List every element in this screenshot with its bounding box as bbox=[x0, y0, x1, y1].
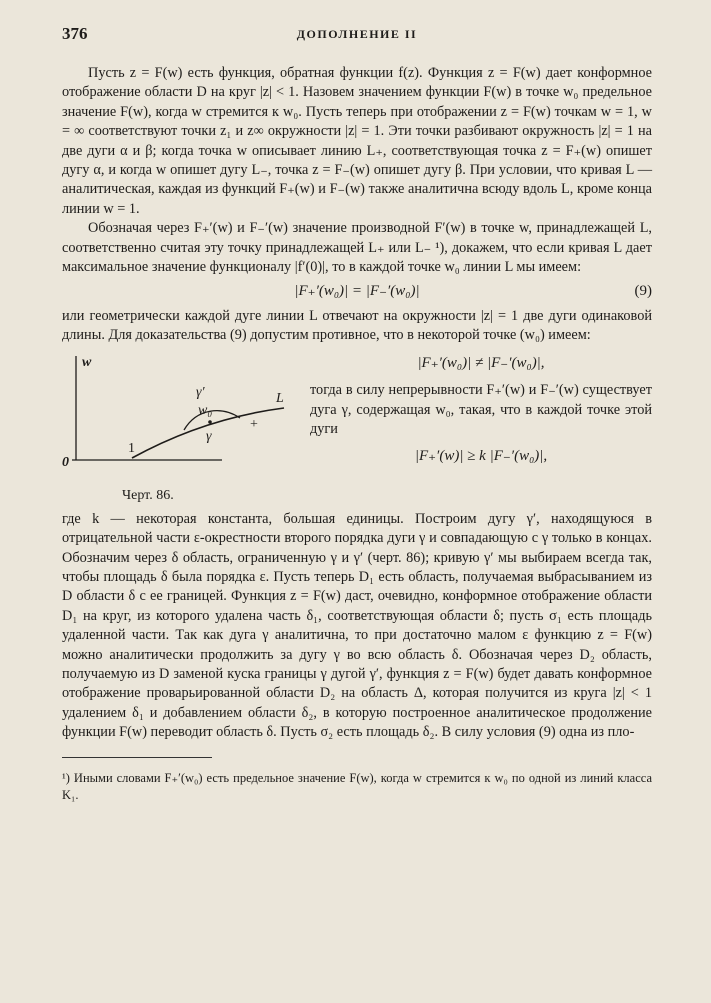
footnote-divider bbox=[62, 757, 212, 758]
label-w: w bbox=[82, 354, 92, 370]
equation-9-body: |F₊′(w₀)| = |F₋′(w₀)| bbox=[294, 283, 420, 300]
label-one: 1 bbox=[128, 440, 135, 456]
footnote: ¹) Иными словами F₊′(w₀) есть предельное значение F(w), когда w стремится к w₀ по одной из линий класса K₁. bbox=[62, 771, 652, 803]
label-gamma-prime: γ′ bbox=[196, 384, 205, 400]
figure-caption: Черт. 86. bbox=[122, 487, 174, 503]
figure-side-text bbox=[310, 346, 652, 475]
figure-86-drawing bbox=[62, 346, 292, 510]
page-number: 376 bbox=[62, 24, 88, 43]
paragraph-2: Обозначая через F₊′(w) и F₋′(w) значение производной F′(w) в точке w, принадлежащей L, соответственно считая эту точку принадлежащей L₊ или L₋ ¹), докажем, что если кривая L дает максимальное значение функционалу |f′(0)|, то в каждой точке w₀ линии L мы имеем: bbox=[62, 220, 652, 276]
label-origin: 0 bbox=[62, 454, 69, 470]
label-plus: + bbox=[250, 416, 258, 432]
side-formula-2: |F₊′(w)| ≥ k |F₋′(w₀)|, bbox=[414, 448, 548, 465]
side-paragraph: тогда в силу непрерывности F₊′(w) и F₋′(w) существует дуга γ, содержащая w₀, такая, что в каждой точке этой дуги bbox=[310, 382, 652, 437]
equation-9 bbox=[62, 282, 652, 301]
point-w0 bbox=[208, 420, 212, 424]
running-head: ДОПОЛНЕНИЕ II bbox=[296, 27, 418, 41]
page-header bbox=[62, 24, 652, 48]
side-formula-1: |F₊′(w₀)| ≠ |F₋′(w₀)|, bbox=[417, 354, 545, 371]
figure-86 bbox=[62, 346, 292, 510]
label-w0: w₀ bbox=[198, 402, 213, 418]
figure-block bbox=[62, 346, 652, 510]
equation-9-number: (9) bbox=[634, 283, 652, 300]
label-L: L bbox=[276, 390, 284, 406]
paragraph-1: Пусть z = F(w) есть функция, обратная функции f(z). Функция z = F(w) дает конформное отображение области D на круг |z| < 1. Назовем значением функции F(w) в точке w₀ предельное значение F(w), когда w стремится к w₀. Пусть теперь при отображении z = F(w) точкам w = 1, w = ∞ соответствуют точки z₁ и z∞ окружности |z| = 1. Эти точки разбивают окружность |z| = 1 на две дуги α и β; когда точка w описывает линию L₊, соответствующая точка z = F₊(w) опишет дугу α, и когда w опишет дугу L₋, точка z = F₋(w) опишет дугу β. При условии, что кривая L — аналитическая, каждая из функций F₊(w) и F₋(w) также аналитична всюду вдоль L, кроме конца линии w = 1. bbox=[62, 65, 652, 217]
paragraph-3: или геометрически каждой дуге линии L отвечают на окружности |z| = 1 две дуги одинаковой длины. Для доказательства (9) допустим противное, что в некоторой точке (w₀) имеем: bbox=[62, 307, 652, 344]
label-gamma: γ bbox=[206, 428, 212, 444]
page-body bbox=[62, 64, 652, 817]
paragraph-4: где k — некоторая константа, большая единицы. Построим дугу γ′, находящуюся в отрицательной части ε-окрестности второго порядка дуги γ и совпадающую с γ только в концах. Обозначим через δ область, ограниченную γ и γ′ (черт. 86); кривую γ′ мы выбираем всегда так, чтобы площадь δ была порядка ε. Пусть теперь D₁ есть область, получаемая выбрасыванием из D области δ с ее границей. Функция z = F(w) даст, очевидно, конформное отображение области D₁ на круг, из которого удалена часть δ₁, соответствующая области δ; пусть σ₁ есть площадь удаленной части. Так как дуга γ аналитична, то при достаточно малом ε функцию z = F(w) можно аналитически продолжить за дугу γ во всю область δ. Обозначая через D₂ область, получаемую из D заменой куска границы γ дугой γ′, функция z = F(w) будет давать конформное отображение проварьированной области D₂ на область Δ, которая получится из круга |z| < 1 удалением δ₁ и добавлением области δ₂, в которую построенное аналитическое продолжение функции F(w) переводит область δ. Пусть σ₂ есть площадь δ₂. В силу условия (9) одна из пло- bbox=[62, 510, 652, 741]
